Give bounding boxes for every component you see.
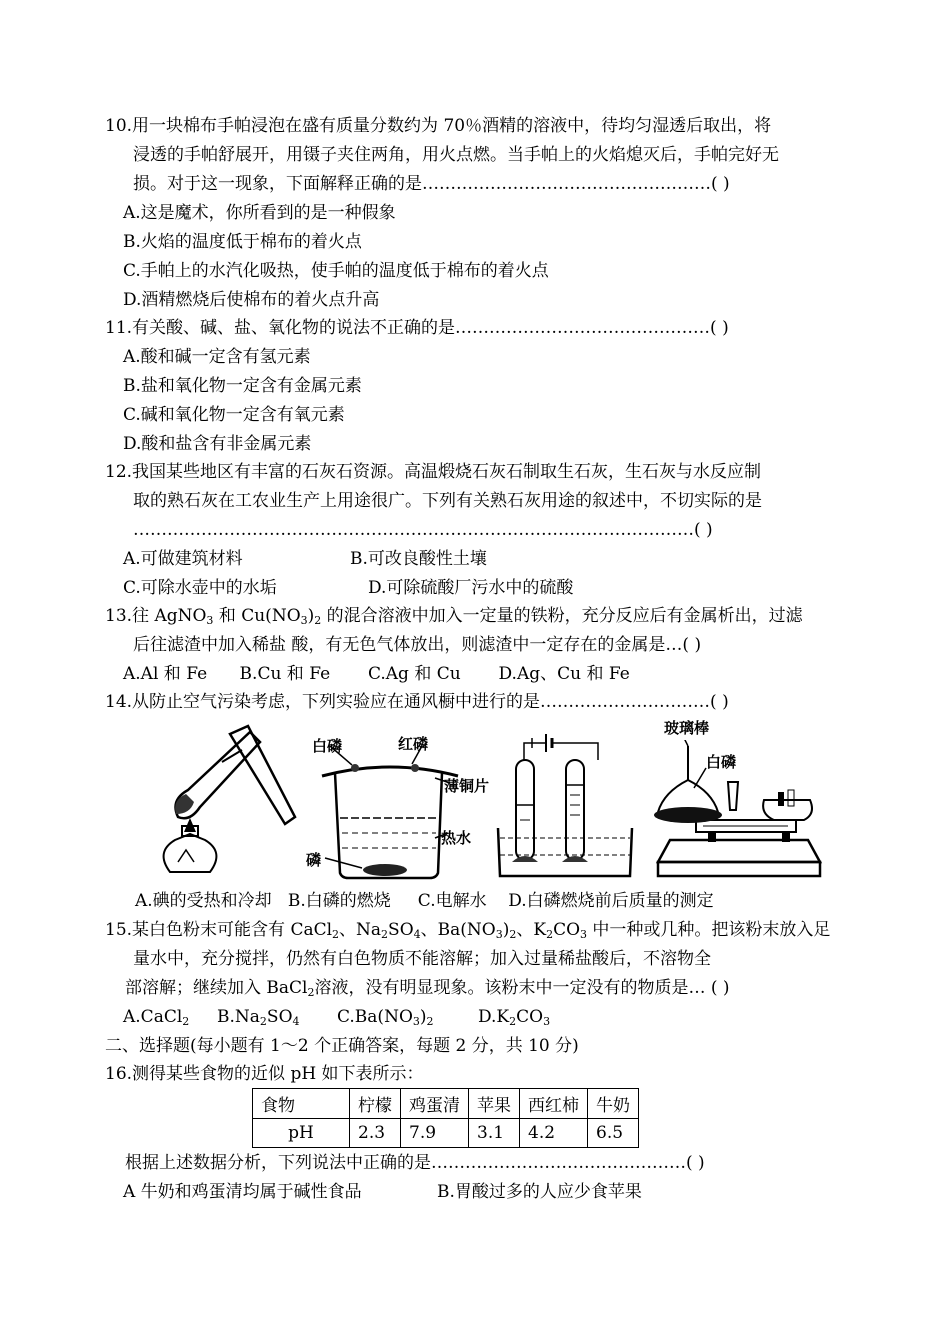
q15-option-c: $C.Ba(NO_3)_2$ (337, 1007, 434, 1028)
q15-option-a: A.CaCl$_2$ (123, 1007, 190, 1028)
table-cell: 6.5 (588, 1119, 639, 1148)
q10-stem-line3: 损。对于这一现象，下面解释正确的是……………………………………………( ) (133, 174, 730, 194)
table-cell: 7.9 (401, 1119, 469, 1148)
q10-stem-line1: 10.用一块棉布手帕浸泡在盛有质量分数约为 70％酒精的溶液中，待均匀湿透后取出，将 (105, 116, 772, 136)
table-cell: 4.2 (520, 1119, 588, 1148)
q11-option-d: D.酸和盐含有非金属元素 (123, 434, 312, 454)
q11-option-b: B.盐和氧化物一定含有金属元素 (123, 376, 362, 396)
q11-option-c: C.碱和氧化物一定含有氧元素 (123, 405, 345, 425)
table-row (253, 1119, 639, 1148)
table-cell: 3.1 (469, 1119, 520, 1148)
q15-option-b: $B.Na_2SO_4$ (217, 1007, 300, 1028)
q12-stem-line3: ………………………………………………………………………………………( ) (133, 520, 713, 540)
q12-stem-line2: 取的熟石灰在工农业生产上用途很广。下列有关熟石灰用途的叙述中，不切实际的是 (133, 491, 762, 511)
q13-stem-line2: 后往滤渣中加入稀盐 酸，有无色气体放出，则滤渣中一定存在的金属是…( ) (133, 635, 702, 655)
label-red-phosphorus: 红磷 (398, 735, 429, 753)
table-cell: 2.3 (350, 1119, 401, 1148)
q13-stem-line1: 13.往 AgNO$_3$ 和 $Cu(NO_3)_2$ 的混合溶液中加入一定量的铁粉，充分反应后有金属析出，过滤 (105, 606, 803, 627)
figure-c-electrolysis (490, 730, 640, 882)
label-white-phosphorus-2: 白磷 (706, 753, 737, 771)
q12-stem-line1: 12.我国某些地区有丰富的石灰石资源。高温煅烧石灰石制取生石灰，生石灰与水反应制 (105, 462, 762, 482)
q13-options: A.Al 和 Fe B.Cu 和 Fe C.Ag 和 Cu D.Ag、Cu 和 Fe (123, 664, 630, 684)
figure-d-balance (648, 740, 828, 884)
q16-question: 根据上述数据分析，下列说法中正确的是………………………………………( ) (125, 1153, 705, 1173)
table-cell: 食物 (253, 1089, 350, 1119)
figure-a-iodine-heating (150, 722, 300, 884)
q15-stem-line1: 15.某白色粉末可能含有 CaCl$_2$、$Na_2SO_4$、$Ba(NO_3)_2$、$K_2CO_3$ 中一种或几种。把该粉末放入足 (105, 920, 831, 941)
q16-stem: 16.测得某些食物的近似 pH 如下表所示： (105, 1064, 424, 1084)
q15-stem-line3: 部溶解；继续加入 BaCl$_2$溶液，没有明显现象。该粉末中一定没有的物质是… ( ) (125, 978, 730, 999)
q10-option-a: A.这是魔术，你所看到的是一种假象 (123, 203, 396, 223)
q14-stem: 14.从防止空气污染考虑，下列实验应在通风橱中进行的是…………………………( ) (105, 692, 729, 712)
table-row (253, 1089, 639, 1119)
q12-option-d: D.可除硫酸厂污水中的硫酸 (368, 578, 574, 598)
q12-option-b: B.可改良酸性土壤 (350, 549, 487, 569)
q10-option-c: C.手帕上的水汽化吸热，使手帕的温度低于棉布的着火点 (123, 261, 549, 281)
label-phosphorus: 磷 (306, 851, 322, 869)
q11-option-a: A.酸和碱一定含有氢元素 (123, 347, 311, 367)
table-cell: pH (253, 1119, 350, 1148)
q11-stem: 11.有关酸、碱、盐、氧化物的说法不正确的是………………………………………( ) (105, 318, 729, 338)
table-cell: 牛奶 (588, 1089, 639, 1119)
q12-option-c: C.可除水壶中的水垢 (123, 578, 277, 598)
q10-option-d: D.酒精燃烧后使棉布的着火点升高 (123, 290, 380, 310)
q14-options: A.碘的受热和冷却 B.白磷的燃烧 C.电解水 D.白磷燃烧前后质量的测定 (135, 891, 714, 911)
table-cell: 柠檬 (350, 1089, 401, 1119)
q15-stem-line2: 量水中，充分搅拌，仍然有白色物质不能溶解；加入过量稀盐酸后，不溶物全 (133, 949, 711, 969)
table-cell: 西红柿 (520, 1089, 588, 1119)
label-glass-rod: 玻璃棒 (664, 719, 710, 737)
q15-option-d: $D.K_2CO_3$ (478, 1007, 551, 1028)
q16-option-a: A 牛奶和鸡蛋清均属于碱性食品 (123, 1182, 362, 1202)
label-copper-sheet: 薄铜片 (444, 777, 490, 795)
label-white-phosphorus: 白磷 (312, 737, 343, 755)
ph-table (252, 1088, 639, 1148)
q10-option-b: B.火焰的温度低于棉布的着火点 (123, 232, 362, 252)
table-cell: 鸡蛋清 (401, 1089, 469, 1119)
section-heading: 二、选择题(每小题有 1～2 个正确答案，每题 2 分，共 10 分) (105, 1036, 579, 1056)
q16-option-b: B.胃酸过多的人应少食苹果 (437, 1182, 642, 1202)
q10-stem-line2: 浸透的手帕舒展开，用镊子夹住两角，用火点燃。当手帕上的火焰熄灭后，手帕完好无 (133, 145, 779, 165)
label-hot-water: 热水 (441, 829, 472, 847)
table-cell: 苹果 (469, 1089, 520, 1119)
q12-option-a: A.可做建筑材料 (123, 549, 243, 569)
